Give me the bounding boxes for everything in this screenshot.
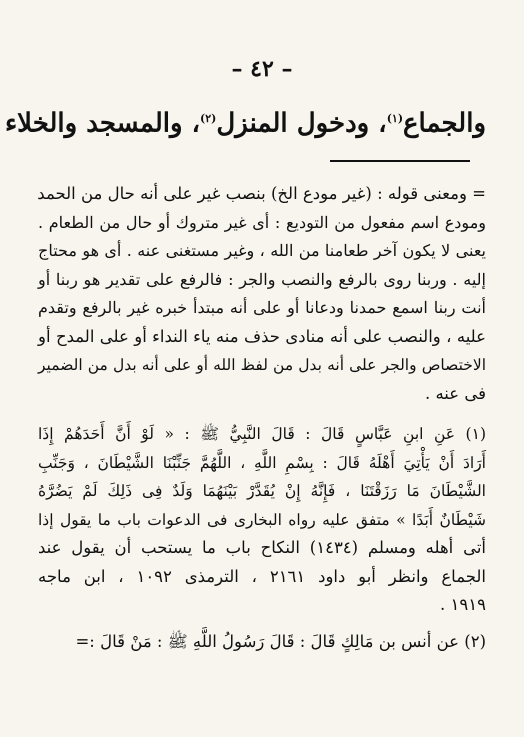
heading-part: ، ودخول المنزل [216, 108, 387, 139]
text-line: أنت ربنا اسمع حمدنا ودعانا أو على أنه مبتدأ خبره غير بالرفع وتقدم [38, 298, 486, 317]
text-line: أتى أهله ومسلم (١٤٣٤) النكاح باب ما يستحب أن يقول عند [38, 538, 486, 557]
text-line: عليه ، والنصب على أنه منادى حذف منه ياء النداء أو على المدح أو [38, 326, 486, 346]
text-line: ١٩١٩ . [440, 595, 486, 614]
text-line: أَرَادَ أَنْ يَأْتِيَ أَهْلَهُ قَالَ : بِسْمِ اللَّهِ ، اللَّهُمَّ جَنِّبْنَا الشَّيْطَانَ ، وَجَنِّبِ [38, 453, 486, 472]
footnote-continuation [38, 180, 486, 408]
footnote-divider [330, 160, 470, 162]
text-line: = ومعنى قوله : (غير مودع الخ) بنصب غير على أنه حال من الحمد [37, 184, 486, 203]
text-line: إليه . وربنا روى بالرفع والنصب والجر : فالرفع على تقدير هو ربنا أو [38, 269, 486, 289]
text-line: الجماع وانظر أبو داود ٢١٦١ ، الترمذى ١٠٩٢ ، ابن ماجه [38, 566, 486, 586]
footnote-2: (٢) عن أنس بن مَالِكٍ قَالَ : قَالَ رَسُولُ اللَّهِ ﷺ : مَنْ قَالَ := [75, 631, 486, 651]
page-number: – ٤٢ – [231, 56, 293, 82]
section-heading [4, 101, 486, 142]
text-line: (١) عَنِ ابنِ عَبَّاسٍ قَالَ : قَالَ النَّبِيُّ ﷺ : « لَوْ أَنَّ أَحَدَهُمْ إِذَا [38, 425, 486, 443]
footnote-ref[interactable]: (١) [386, 112, 404, 125]
footnote-1 [38, 420, 486, 656]
text-line: يعنى لا يكون آخر طعامنا من الله ، وغير مستغنى عنه . أى هو محتاج [38, 241, 486, 260]
text-line: شَيْطَانٌ أَبَدًا » متفق عليه رواه البخارى فى الدعوات باب ما يقول إذا [38, 510, 486, 529]
footnote-ref[interactable]: (٢) [200, 112, 217, 125]
text-line: ومودع اسم مفعول من التوديع : أى غير متروك أو حال من الطعام . [38, 212, 486, 232]
text-line: الشَّيْطَانَ مَا رَزَقْتَنَا ، فَإِنَّهُ إِنْ يُقَدَّرْ بَيْنَهُمَا وَلَدٌ فِى ذَلِكَ لَمْ يَضُرَّهُ [38, 482, 486, 500]
heading-part: ، والمسجد والخلاء [4, 108, 201, 139]
text-line: فى عنه . [424, 383, 486, 403]
heading-part: والجماع [403, 108, 486, 139]
text-line: الاختصاص والجر على أنه بدل من لفظ الله أو على أنه بدل من الضمير [38, 356, 486, 374]
